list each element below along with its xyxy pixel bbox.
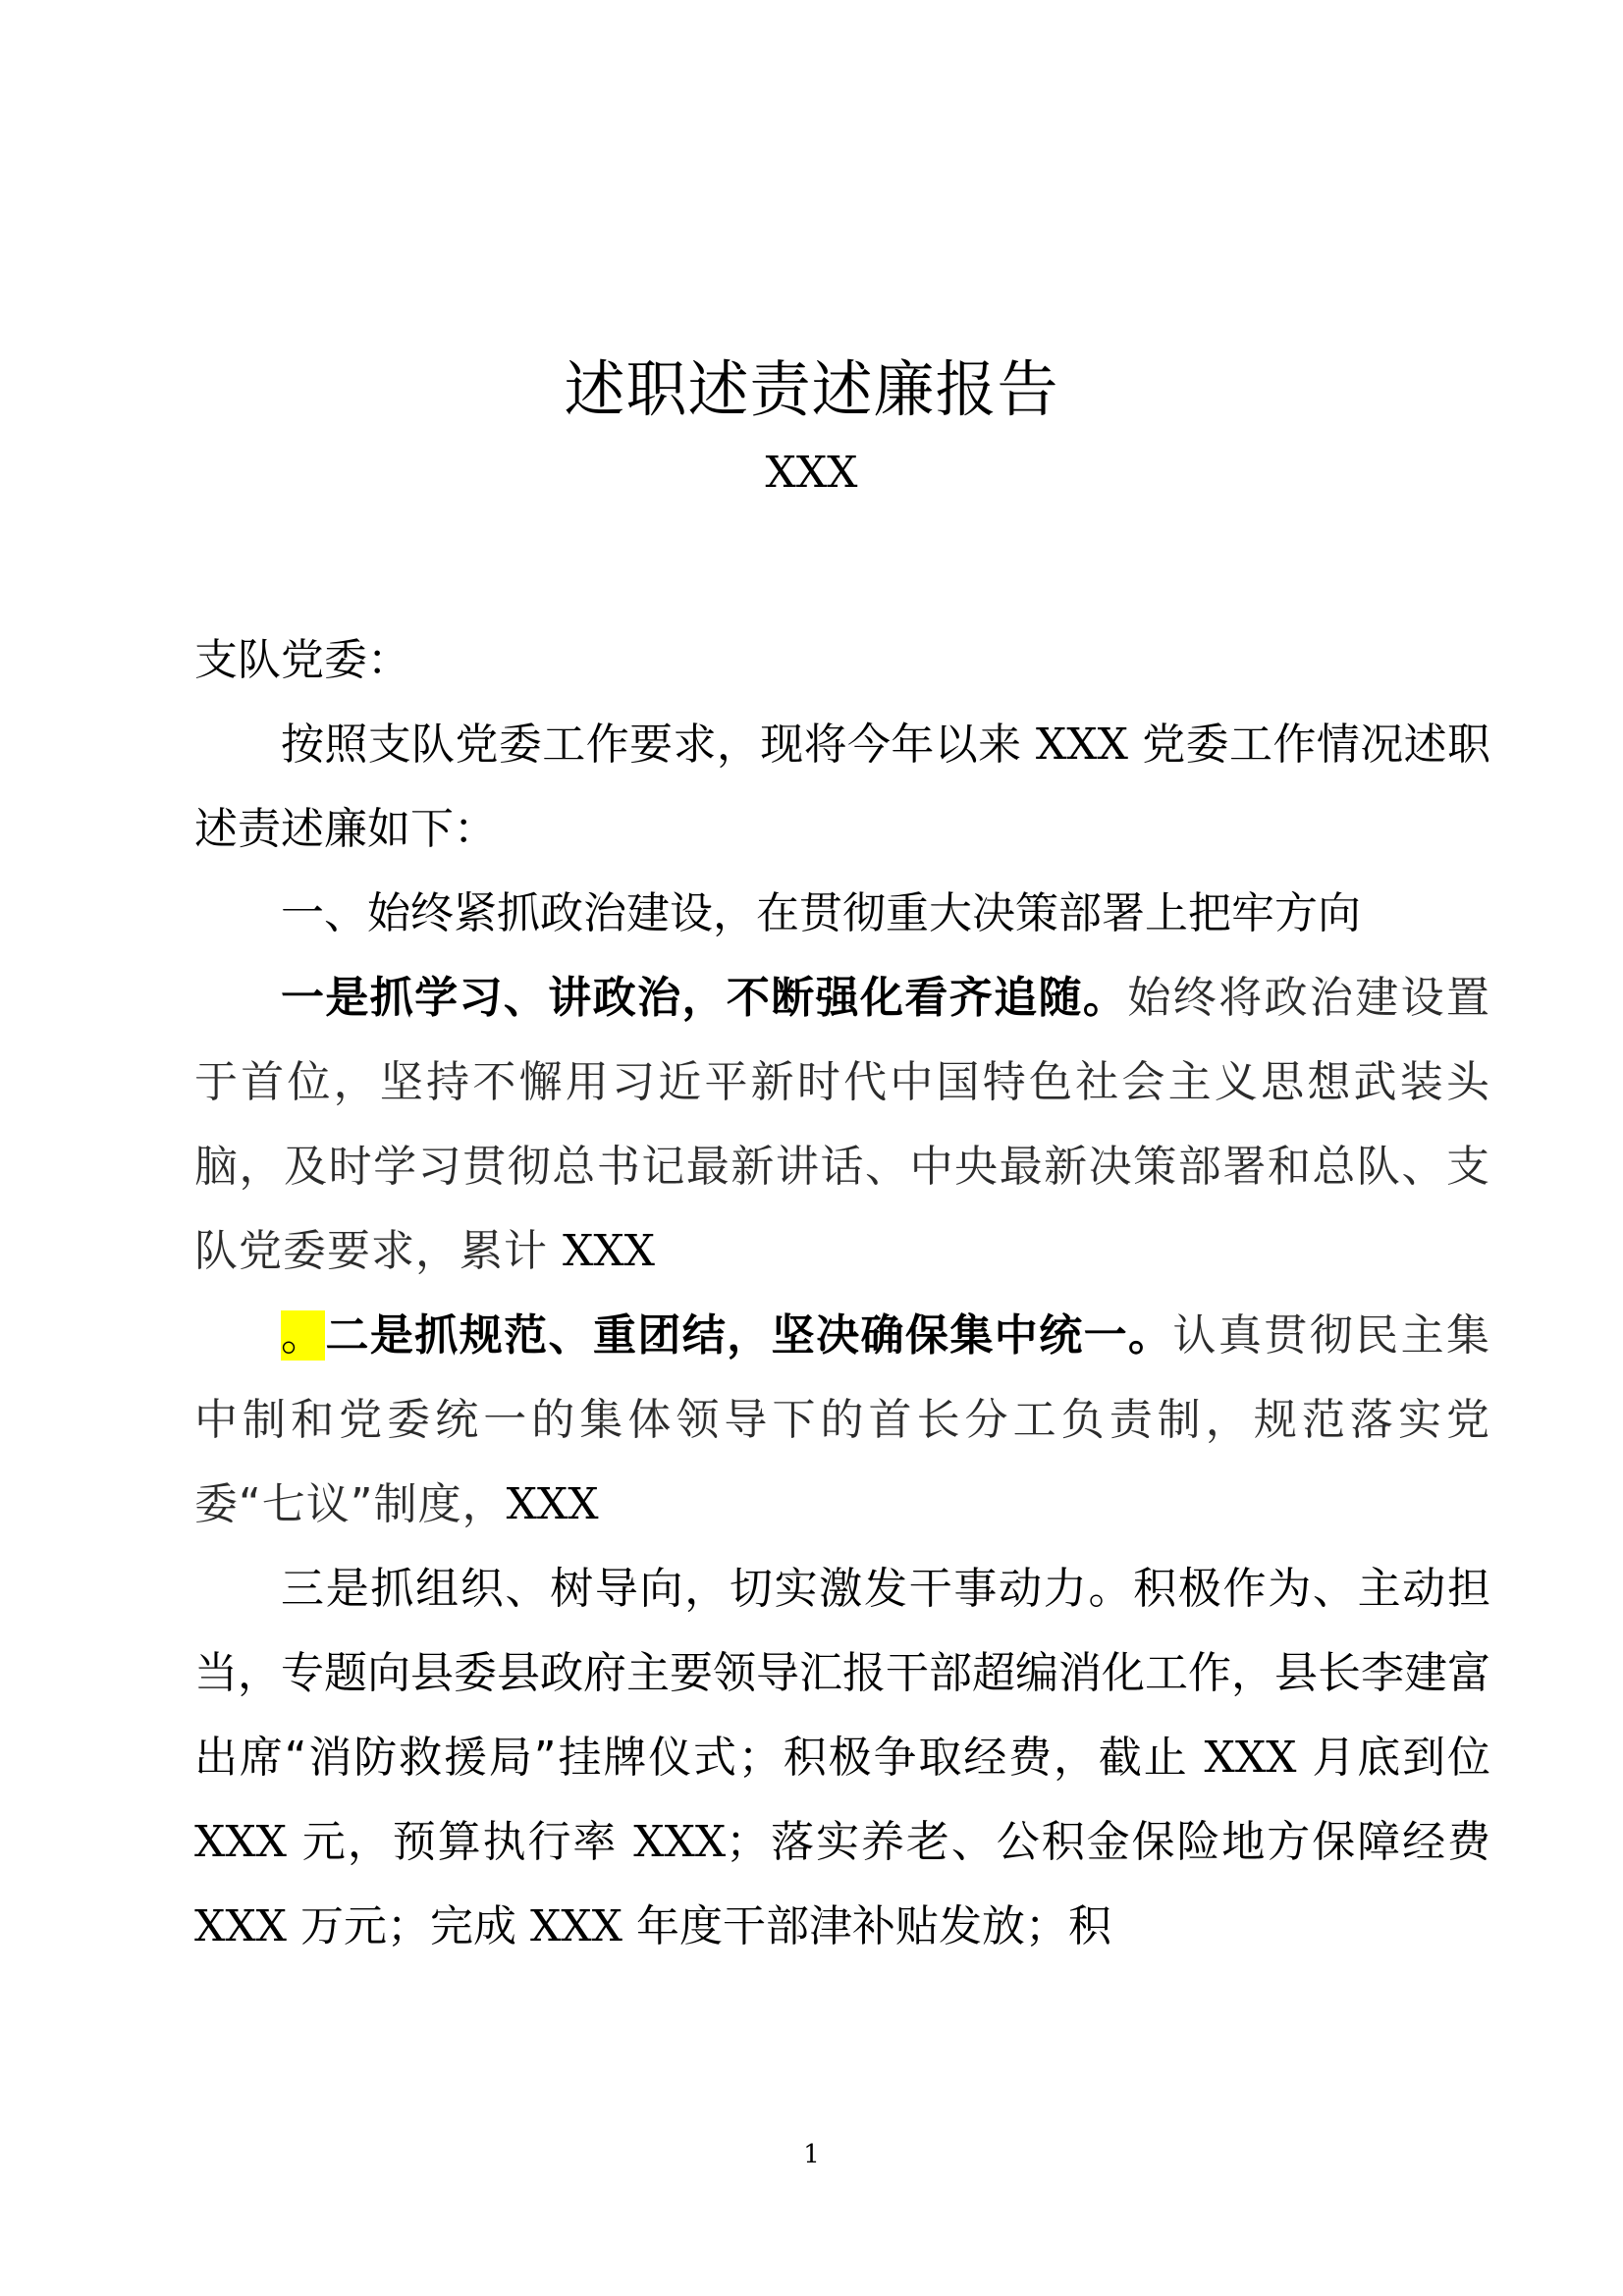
- document-title: 述职述责述廉报告: [564, 353, 1059, 425]
- item-three-code-2: XXX: [194, 1817, 287, 1867]
- intro-suffix: 党委工作情况述职述责述廉如下：: [194, 720, 1490, 854]
- item-three-text-3: 元，预算执行率: [286, 1817, 634, 1867]
- item-three-code-4: XXX: [194, 1901, 287, 1951]
- item-one-heading: 一是抓学习、讲政治，不断强化看齐追随。: [281, 973, 1128, 1023]
- item-two-heading: 二是抓规范、重团结，坚决确保集中统一。: [325, 1310, 1173, 1361]
- page-number: 1: [803, 2140, 820, 2169]
- item-one-code: XXX: [563, 1226, 655, 1276]
- section-heading: 一、始终紧抓政治建设，在贯彻重大决策部署上把牢方向: [281, 888, 1361, 938]
- item-three-text-4: ；落实养老、公积金保险地方保障经费: [726, 1817, 1490, 1867]
- item-three-code-1: XXX: [1204, 1733, 1297, 1783]
- document-author: XXX: [765, 448, 858, 498]
- item-three-code-5: XXX: [529, 1901, 622, 1951]
- highlighted-mark: 。: [281, 1310, 326, 1361]
- item-three-text-2: 月底到位: [1296, 1733, 1490, 1783]
- item-three-text-1: 积极作为、主动担当，专题向县委县政府主要领导汇报干部超编消化工作，县长李建富出席“消防救援局”挂牌仪式；积极争取经费，截止: [194, 1564, 1491, 1783]
- item-three-code-3: XXX: [633, 1817, 727, 1867]
- item-three-heading: 三是抓组织、树导向，切实激发干事动力。: [281, 1564, 1134, 1614]
- intro-prefix: 按照支队党委工作要求，现将今年以来: [281, 720, 1036, 770]
- document-body: [194, 618, 1490, 1969]
- item-three-text-5: 万元；完成: [286, 1901, 530, 1951]
- intro-code: XXX: [1035, 720, 1128, 770]
- item-three-paragraph: [194, 1547, 1490, 1969]
- item-two-paragraph: [194, 1294, 1490, 1547]
- item-one-text: 始终将政治建设置于首位，坚持不懈用习近平新时代中国特色社会主义思想武装头脑，及时学习贯彻总书记最新讲话、中央最新决策部署和总队、支队党委要求，累计: [194, 973, 1491, 1276]
- item-two-code: XXX: [506, 1479, 599, 1529]
- item-one-paragraph: [194, 956, 1490, 1294]
- item-two-text: 认真贯彻民主集中制和党委统一的集体领导下的首长分工负责制，规范落实党委“七议”制度，: [194, 1310, 1491, 1529]
- salutation: 支队党委：: [194, 635, 410, 685]
- item-three-text-6: 年度干部津补贴发放；积: [622, 1901, 1111, 1951]
- intro-paragraph: [194, 703, 1490, 872]
